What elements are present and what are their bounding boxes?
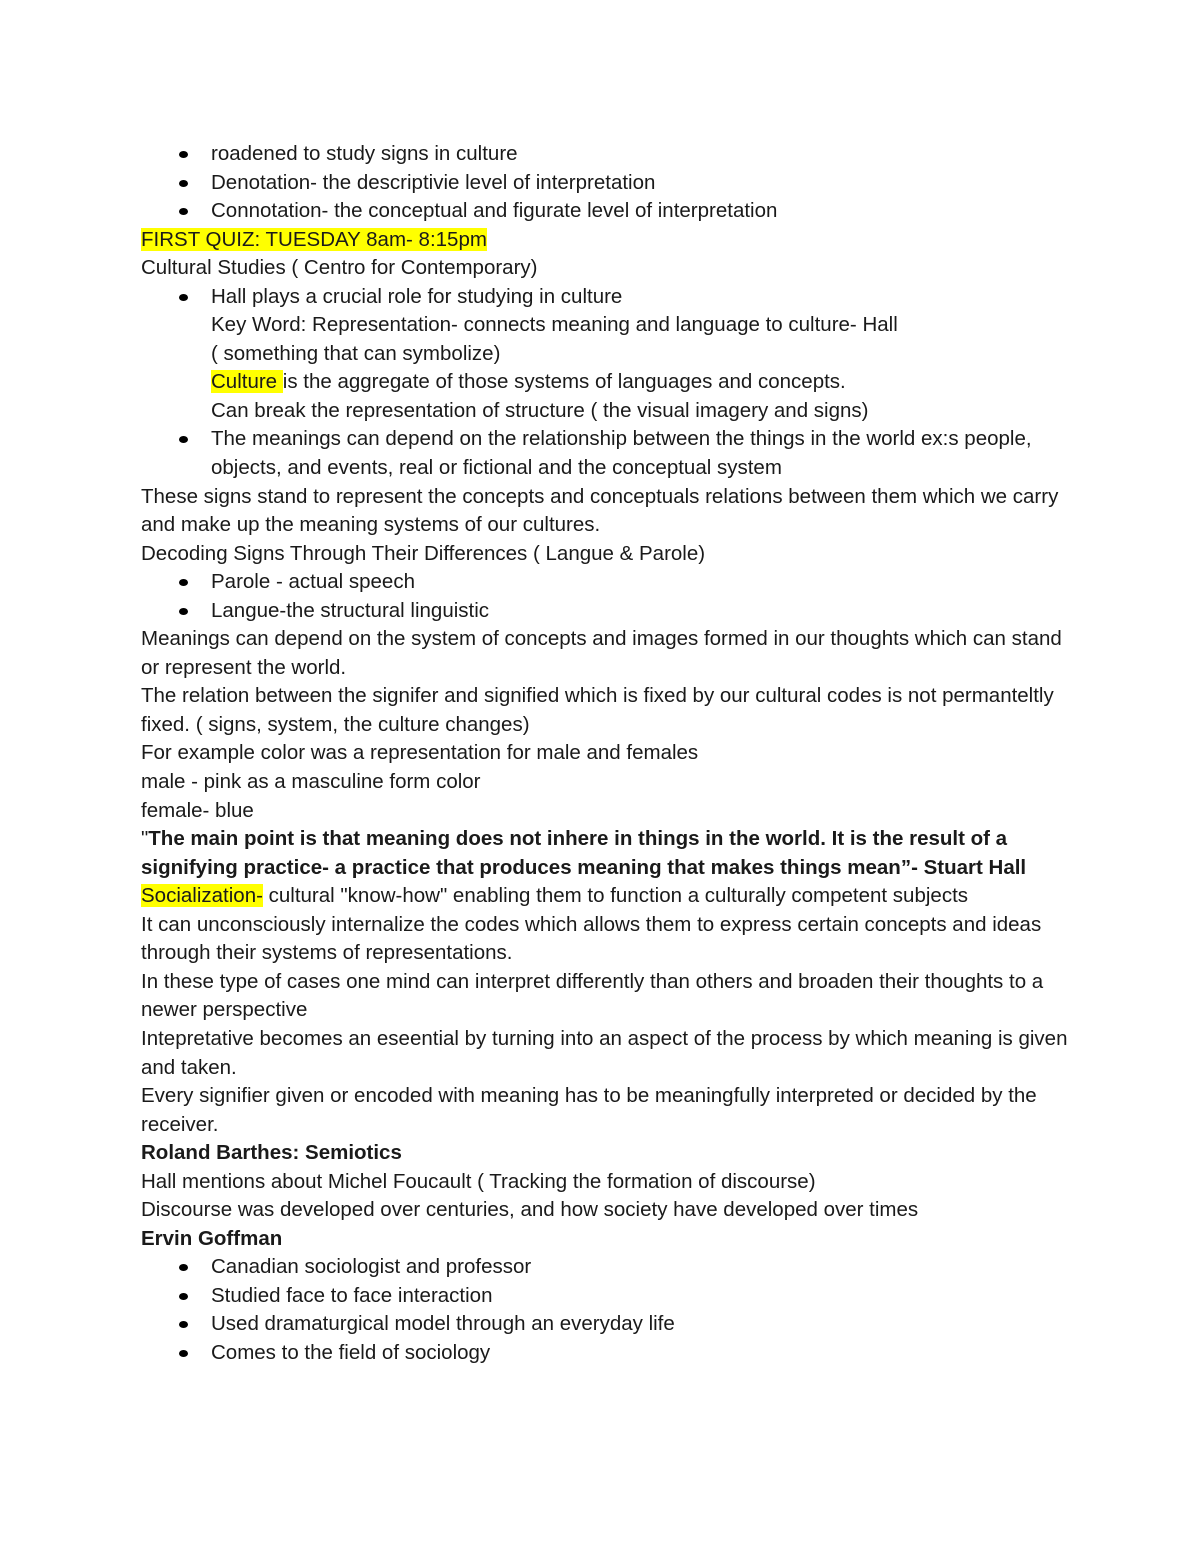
bullet-icon	[179, 1264, 188, 1271]
bullet-icon	[179, 208, 188, 215]
bullet-icon	[179, 608, 188, 615]
list-item: Parole - actual speech	[141, 568, 1071, 597]
key-word-line: Key Word: Representation- connects meaning and language to culture- Hall	[211, 313, 898, 337]
list-item: Studied face to face interaction	[141, 1282, 1071, 1311]
socialization-definition: cultural "know-how" enabling them to function a culturally competent subjects	[262, 884, 969, 908]
bullet-icon	[179, 1350, 188, 1357]
list-item: Langue-the structural linguistic	[141, 597, 1071, 626]
list-item: Used dramaturgical model through an everyday life	[141, 1310, 1071, 1339]
list-item: The meanings can depend on the relationship between the things in the world ex:s people, objects, and events, real or fictional and the conceptual system	[141, 425, 1071, 482]
bullet-icon	[179, 151, 188, 158]
list-item: Comes to the field of sociology	[141, 1339, 1071, 1368]
break-representation-line: Can break the representation of structure ( the visual imagery and signs)	[211, 398, 869, 422]
female-line: female- blue	[141, 798, 254, 822]
list-item: Hall plays a crucial role for studying in culture	[141, 283, 1071, 312]
list-item: Denotation- the descriptivie level of interpretation	[141, 169, 1071, 198]
foucault-line: Hall mentions about Michel Foucault ( Tracking the formation of discourse)	[141, 1169, 816, 1193]
culture-definition-text: is the aggregate of those systems of languages and concepts.	[282, 370, 846, 394]
quote-open-mark: "	[141, 827, 149, 851]
hall-quote-text: The main point is that meaning does not inhere in things in the world. It is the result of a signifying practice- a practice that produces meaning that makes things mean”- Stuart Hall	[141, 827, 1027, 879]
relation-paragraph: The relation between the signifer and signified which is fixed by our cultural codes is not permanteltly fixed. ( signs, system, the culture changes)	[141, 684, 1054, 736]
socialization-term: Socialization-	[141, 884, 263, 908]
goffman-heading: Ervin Goffman	[141, 1226, 283, 1250]
bullet-icon	[179, 180, 188, 187]
example-line: For example color was a representation for male and females	[141, 741, 699, 765]
document-page	[141, 140, 1071, 1368]
decoding-heading: Decoding Signs Through Their Differences ( Langue & Parole)	[141, 541, 706, 565]
bullet-icon	[179, 294, 188, 301]
list-item: Connotation- the conceptual and figurate level of interpretation	[141, 197, 1071, 226]
cultural-studies-heading: Cultural Studies ( Centro for Contemporary)	[141, 256, 538, 280]
bullet-icon	[179, 436, 188, 443]
meanings-paragraph: Meanings can depend on the system of concepts and images formed in our thoughts which can stand or represent the world.	[141, 627, 1062, 679]
list-item: Canadian sociologist and professor	[141, 1253, 1071, 1282]
culture-term: Culture	[211, 370, 283, 394]
hall-quote	[141, 825, 1071, 882]
internalize-paragraph: It can unconsciously internalize the codes which allows them to express certain concepts and ideas through their systems of representations.	[141, 912, 1042, 965]
quiz-notice	[141, 226, 1071, 255]
quiz-notice-text: FIRST QUIZ: TUESDAY 8am- 8:15pm	[141, 227, 487, 251]
signs-paragraph: These signs stand to represent the concepts and conceptuals relations between them which we carry and make up the meaning systems of our cultures.	[141, 484, 1059, 537]
symbolize-line: ( something that can symbolize)	[211, 341, 501, 365]
culture-definition	[141, 368, 1071, 397]
signifier-paragraph: Every signifier given or encoded with meaning has to be meaningfully interpreted or decided by the receiver.	[141, 1084, 1037, 1136]
bullet-icon	[179, 579, 188, 586]
bullet-icon	[179, 1293, 188, 1300]
list-item: roadened to study signs in culture	[141, 140, 1071, 169]
barthes-heading: Roland Barthes: Semiotics	[141, 1141, 402, 1165]
bullet-icon	[179, 1321, 188, 1328]
male-line: male - pink as a masculine form color	[141, 770, 481, 794]
socialization-line	[141, 882, 1071, 911]
discourse-line: Discourse was developed over centuries, and how society have developed over times	[141, 1198, 919, 1222]
intepretative-paragraph: Intepretative becomes an eseential by turning into an aspect of the process by which meaning is given and taken.	[141, 1026, 1068, 1079]
interpret-paragraph: In these type of cases one mind can interpret differently than others and broaden their thoughts to a newer perspective	[141, 969, 1044, 1022]
